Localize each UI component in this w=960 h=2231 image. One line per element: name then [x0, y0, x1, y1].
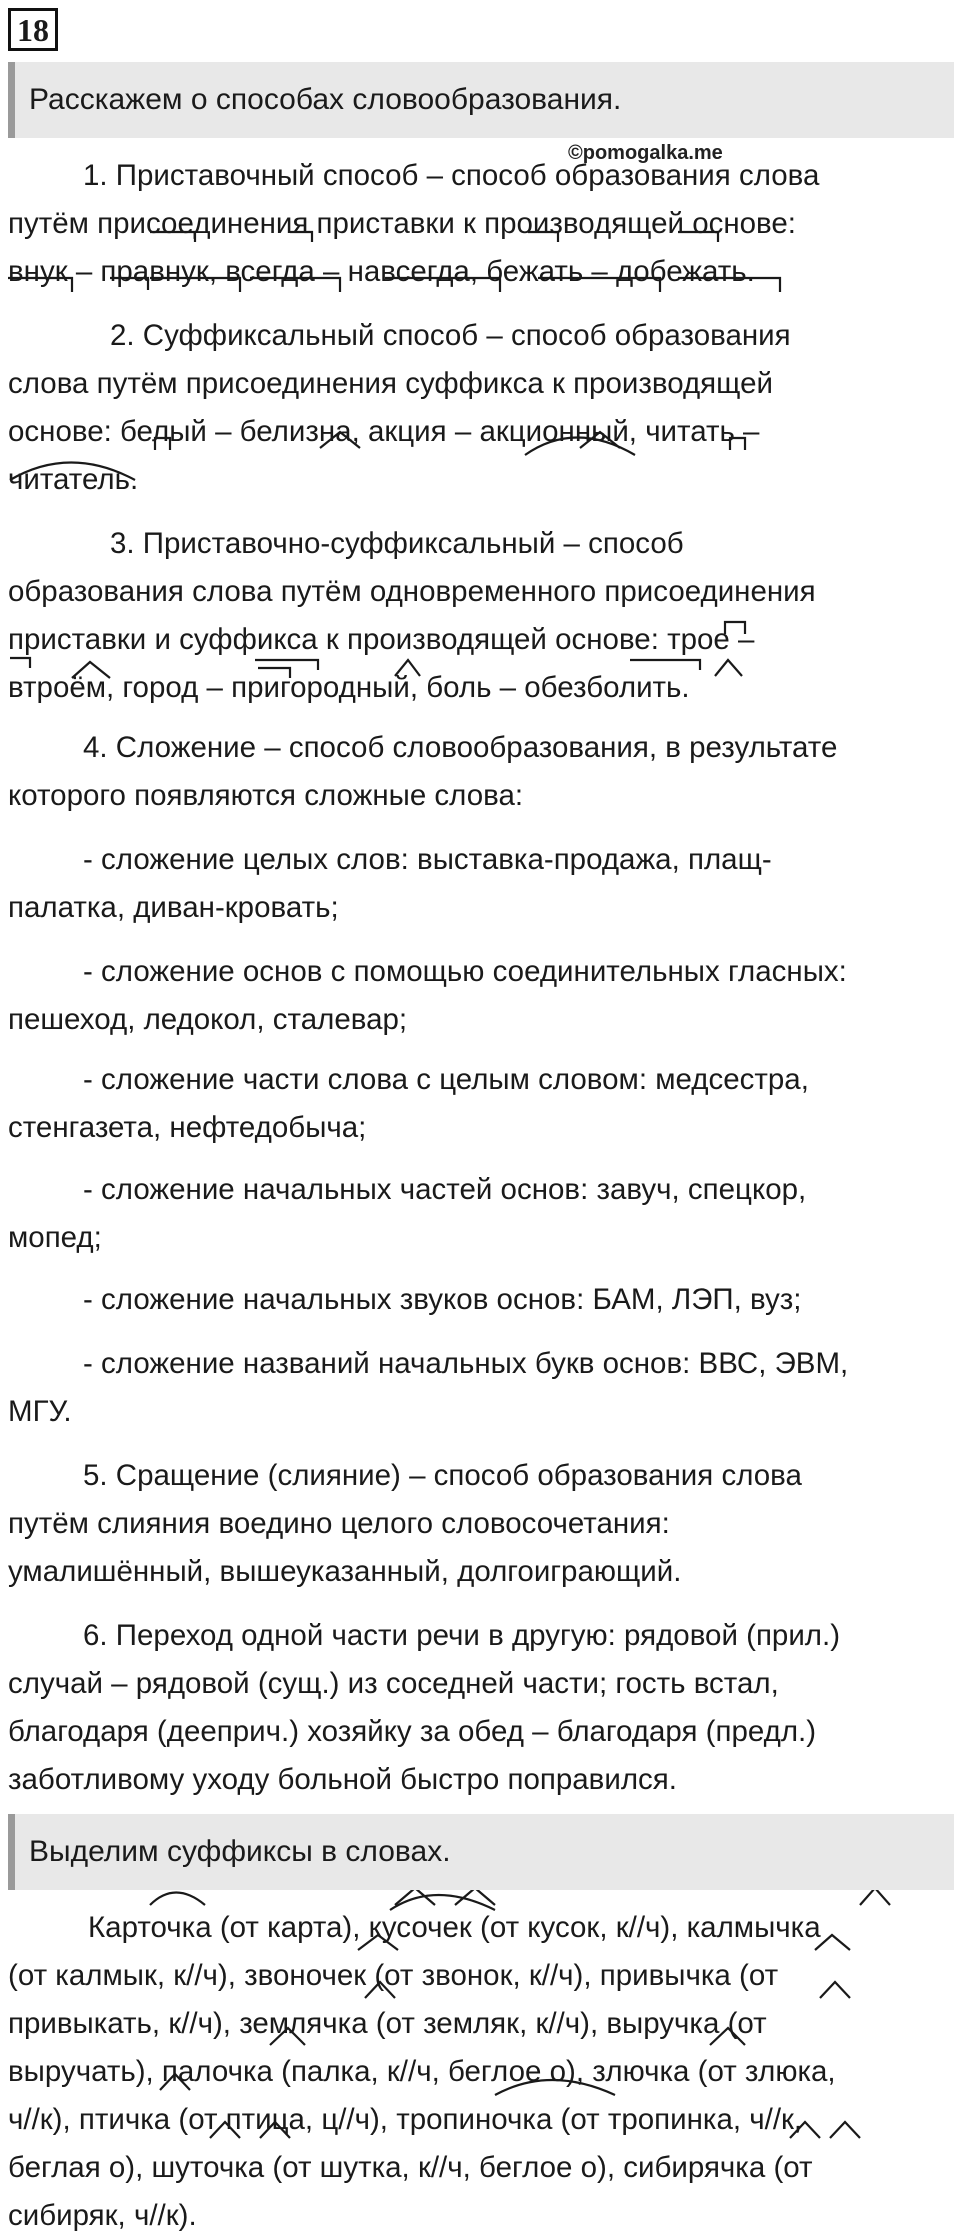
text-line: 2. Суффиксальный способ – способ образования — [110, 319, 791, 352]
paragraph-fusion — [8, 1452, 956, 1596]
text-line: МГУ. — [8, 1395, 72, 1428]
section-header-text: Расскажем о способах словообразования. — [29, 83, 622, 116]
text-line: втроём, город – пригородный, боль – обезболить. — [8, 671, 690, 704]
section-header-suffixes — [8, 1814, 954, 1890]
paragraph-suffix-analysis — [8, 1904, 956, 2231]
paragraph-compounding — [8, 724, 956, 820]
text-line: основе: белый – белизна, акция – акционный, читать – — [8, 415, 760, 448]
text-line: благодаря (дееприч.) хозяйку за обед – благодаря (предл.) — [8, 1715, 817, 1748]
text-line: беглая о), шуточка (от шутка, к//ч, беглое о), сибирячка (от — [8, 2151, 813, 2184]
text-line: ч//к), птичка (от птица, ц//ч), тропиночка (от тропинка, ч//к, — [8, 2103, 803, 2136]
text-line: - сложение начальных звуков основ: БАМ, ЛЭП, вуз; — [83, 1283, 802, 1316]
text-line: 3. Приставочно-суффиксальный – способ — [110, 527, 684, 560]
text-line: - сложение начальных частей основ: завуч, спецкор, — [83, 1173, 807, 1206]
text-line: выручать), палочка (палка, к//ч, беглое о), злючка (от злюка, — [8, 2055, 836, 2088]
suffix-mark — [860, 1888, 890, 1905]
text-line: - сложение целых слов: выставка-продажа, плащ- — [83, 843, 772, 876]
text-line: стенгазета, нефтедобыча; — [8, 1111, 367, 1144]
text-line: путём слияния воедино целого словосочетания: — [8, 1507, 670, 1540]
text-line: 4. Сложение – способ словообразования, в результате — [83, 731, 838, 764]
paragraph-conversion — [8, 1612, 956, 1804]
watermark: ©pomogalka.me — [568, 142, 723, 164]
text-line: 1. Приставочный способ – способ образования слова — [83, 159, 820, 192]
paragraph-compound-whole-words — [8, 836, 956, 932]
text-line: образования слова путём одновременного присоединения — [8, 575, 816, 608]
text-line: приставки и суффикса к производящей основе: трое – — [8, 623, 755, 656]
text-line: 6. Переход одной части речи в другую: рядовой (прил.) — [83, 1619, 841, 1652]
text-line: случай – рядовой (сущ.) из соседней части; гость встал, — [8, 1667, 779, 1700]
paragraph-prefix-method — [8, 152, 956, 296]
paragraph-prefix-suffix-method — [8, 520, 956, 712]
text-line: внук – правнук, всегда – навсегда, бежать – добежать. — [8, 255, 755, 288]
section-header-methods — [8, 62, 954, 138]
text-line: читатель. — [8, 463, 139, 496]
paragraph-suffix-method — [8, 312, 956, 504]
suffix-mark — [455, 1888, 495, 1905]
text-line: 5. Сращение (слияние) – способ образования слова — [83, 1459, 802, 1492]
text-line: - сложение названий начальных букв основ: ВВС, ЭВМ, — [83, 1347, 849, 1380]
text-line: заботливому уходу больной быстро поправился. — [8, 1763, 677, 1796]
text-line: сибиряк, ч//к). — [8, 2199, 197, 2231]
text-line: умалишённый, вышеуказанный, долгоиграющий. — [8, 1555, 682, 1588]
paragraph-compound-initial-parts — [8, 1166, 956, 1262]
text-line: которого появляются сложные слова: — [8, 779, 524, 812]
paragraph-compound-linking-vowels — [8, 948, 956, 1044]
paragraph-compound-part-whole — [8, 1056, 956, 1152]
text-line: - сложение основ с помощью соединительных гласных: — [83, 955, 847, 988]
text-line: пешеход, ледокол, сталевар; — [8, 1003, 408, 1036]
paragraph-compound-initial-sounds — [8, 1276, 956, 1324]
text-line: мопед; — [8, 1221, 102, 1254]
text-line: Карточка (от карта), кусочек (от кусок, к//ч), калмычка — [88, 1911, 821, 1944]
text-line: путём присоединения приставки к производящей основе: — [8, 207, 797, 240]
paragraph-compound-initial-letters — [8, 1340, 956, 1436]
text-line: слова путём присоединения суффикса к производящей — [8, 367, 773, 400]
text-line: - сложение части слова с целым словом: медсестра, — [83, 1063, 809, 1096]
text-line: привыкать, к//ч), землячка (от земляк, к//ч), выручка (от — [8, 2007, 767, 2040]
section-header-text: Выделим суффиксы в словах. — [29, 1835, 451, 1868]
text-line: палатка, диван-кровать; — [8, 891, 339, 924]
suffix-mark — [395, 1888, 435, 1905]
task-number: 18 — [8, 8, 58, 51]
text-line: (от калмык, к//ч), звоночек (от звонок, к//ч), привычка (от — [8, 1959, 779, 1992]
